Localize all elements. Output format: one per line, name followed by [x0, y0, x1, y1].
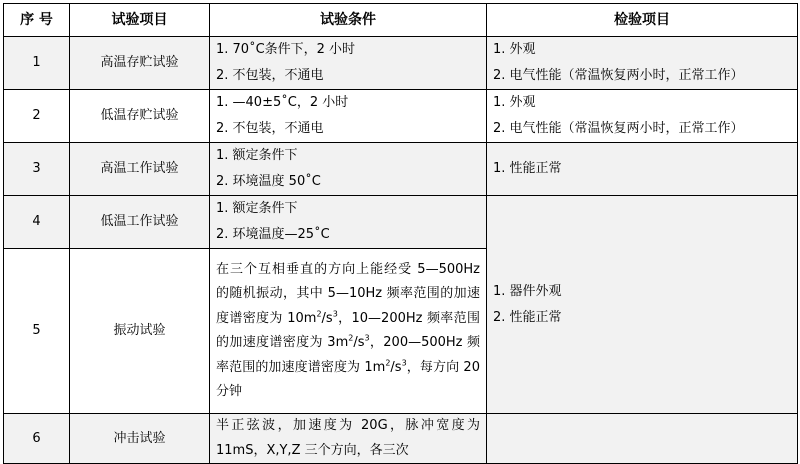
condition-line: 2. 环境温度 50˚C: [216, 174, 321, 189]
condition-line: 1. 额定条件下: [216, 201, 298, 216]
superscript: 2: [348, 333, 354, 343]
test-condition: [210, 414, 487, 464]
row-number: 6: [4, 414, 70, 464]
test-name: 高温存贮试验: [70, 37, 210, 90]
vibration-condition-text: [216, 258, 486, 405]
text-run: ，200—500Hz 频率范围的加速度谱密度为 1m: [216, 335, 480, 375]
condition-line: 1. 70˚C条件下，2 小时: [216, 42, 356, 57]
text-run: /s: [353, 335, 365, 350]
condition-line: 2. 环境温度—25˚C: [216, 227, 330, 242]
check-items: [487, 37, 798, 90]
text-run: /s: [390, 359, 402, 375]
test-condition: [210, 196, 487, 249]
row-number: 4: [4, 196, 70, 249]
check-items: [487, 143, 798, 196]
superscript: 3: [401, 358, 407, 368]
check-line: 2. 电气性能（常温恢复两小时，正常工作）: [493, 121, 744, 136]
test-name: 振动试验: [70, 249, 210, 414]
test-condition: [210, 143, 487, 196]
check-line: 1. 器件外观: [493, 283, 562, 299]
row-number: 3: [4, 143, 70, 196]
test-name: 低温工作试验: [70, 196, 210, 249]
text-run: ，每方向 20 分钟: [216, 359, 480, 399]
test-name: 冲击试验: [70, 414, 210, 464]
text-run: 在三个互相垂直的方向上能经受 5—500Hz 的随机振动，其中 5—10Hz 频率范围的加速度谱密度为 10m: [216, 261, 480, 326]
table-row: [4, 90, 798, 143]
test-condition: [210, 37, 487, 90]
superscript: 2: [385, 358, 391, 368]
check-items-empty: [487, 414, 798, 464]
table-header-row: [4, 4, 798, 37]
text-run: /s: [321, 310, 333, 326]
superscript: 3: [364, 333, 370, 343]
header-check-item: 检验项目: [487, 4, 798, 37]
table-row: [4, 37, 798, 90]
test-name: 低温存贮试验: [70, 90, 210, 143]
superscript: 2: [316, 309, 322, 319]
check-line: 2. 性能正常: [493, 309, 562, 325]
condition-line: 1. 额定条件下: [216, 148, 298, 163]
row-number: 1: [4, 37, 70, 90]
test-spec-table: [3, 3, 798, 464]
table-row: [4, 196, 798, 249]
check-line: 2. 电气性能（常温恢复两小时，正常工作）: [493, 68, 744, 83]
condition-line: 1. —40±5˚C，2 小时: [216, 95, 349, 110]
table-row: [4, 414, 798, 464]
test-name: 高温工作试验: [70, 143, 210, 196]
header-test-condition: 试验条件: [210, 4, 487, 37]
header-no: 序 号: [4, 4, 70, 37]
check-line: 1. 性能正常: [493, 161, 562, 176]
test-condition: [210, 90, 487, 143]
shock-condition-text: 半正弦波，加速度为 20G，脉冲宽度为 11mS，X,Y,Z 三个方向，各三次: [216, 418, 480, 458]
text-run: ，10—200Hz 频率范围的加速度谱密度为 3m: [216, 310, 480, 350]
header-test-item: 试验项目: [70, 4, 210, 37]
superscript: 3: [332, 309, 338, 319]
check-items: [487, 196, 798, 414]
table-row: [4, 143, 798, 196]
row-number: 2: [4, 90, 70, 143]
row-number: 5: [4, 249, 70, 414]
condition-line: 2. 不包装，不通电: [216, 121, 324, 136]
check-line: 1. 外观: [493, 95, 536, 110]
check-line: 1. 外观: [493, 42, 536, 57]
condition-line: 2. 不包装，不通电: [216, 68, 324, 83]
test-condition: [210, 249, 487, 414]
check-items: [487, 90, 798, 143]
